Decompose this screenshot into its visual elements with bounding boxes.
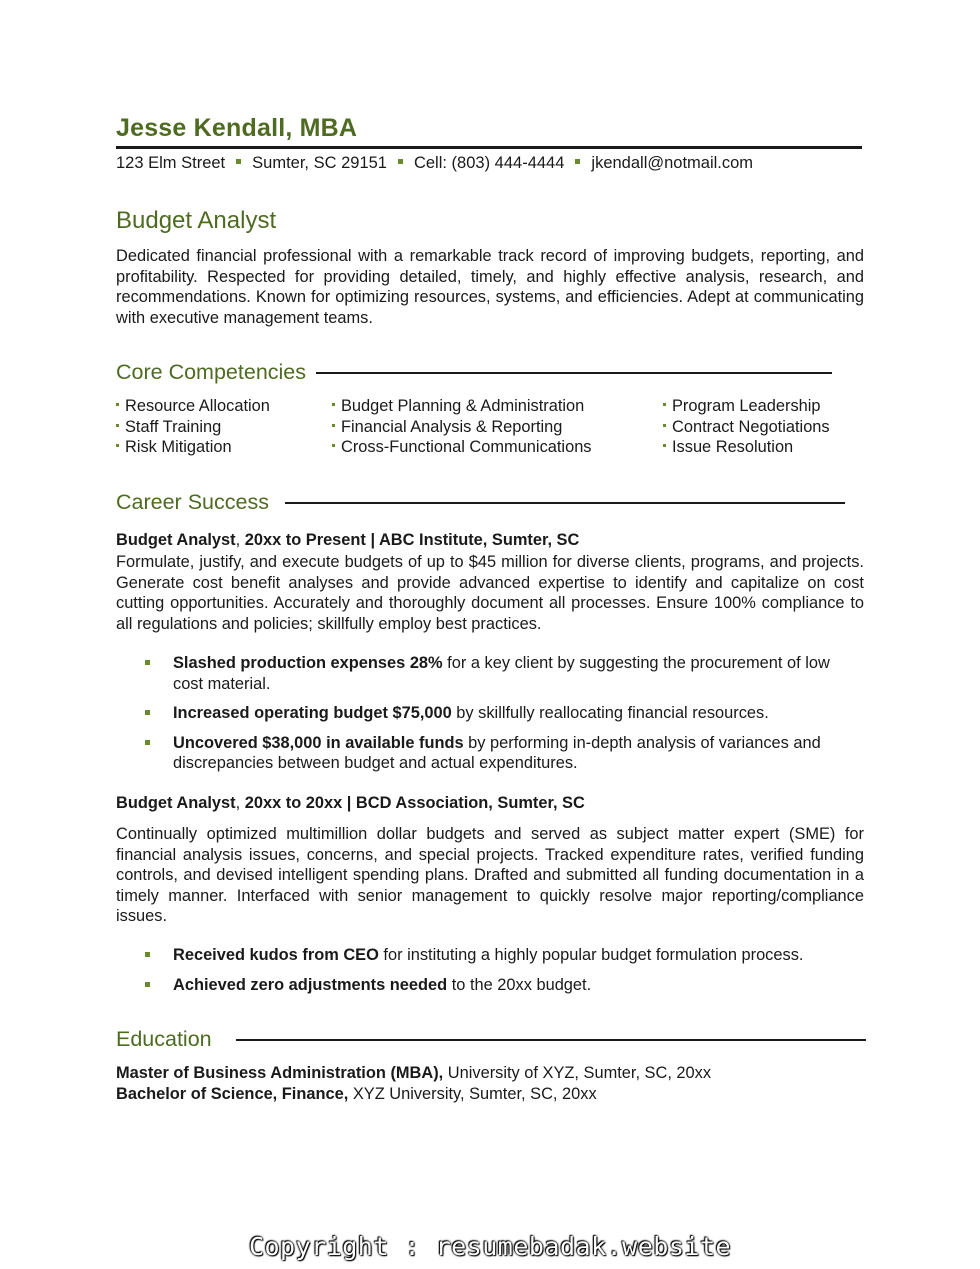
competency-column-1 [116,396,270,458]
job-heading-1 [116,531,579,550]
competency-item: Staff Training [116,417,270,438]
achievement-text: by skillfully reallocating financial resources. [451,704,769,722]
job-description-1: Formulate, justify, and execute budgets of up to $45 million for diverse clients, programs, and projects. Generate cost benefit analyses and provide advanced expertise to identify and capitalize on cost cutting opportunities. Accurately and thoroughly document all processes. Ensure 100% compliance to all regulations and policies; skillfully employ best practices. [116,553,864,633]
contact-city: Sumter, SC 29151 [252,154,387,172]
achievement-item [144,653,844,694]
education-heading-text: Education [116,1027,212,1051]
section-rule [316,372,832,374]
section-rule [236,1039,866,1041]
achievement-highlight: Received kudos from CEO [173,946,379,964]
achievement-highlight: Achieved zero adjustments needed [173,975,448,994]
summary-paragraph: Dedicated financial professional with a remarkable track record of improving budgets, reporting, and profitability. Respected for providing detailed, timely, and highly effective analysis, research, and recommendations. Known for optimizing resources, systems, and efficiencies. Adept at communicating with executive management teams. [116,247,864,327]
achievement-item [144,703,844,724]
achievements-list-1 [144,653,844,783]
name-divider [116,146,862,149]
achievement-item [144,733,844,774]
competency-column-3 [663,396,830,458]
achievement-highlight: Uncovered $38,000 in available funds [173,733,464,752]
competency-item: Issue Resolution [663,437,830,458]
career-heading [116,490,845,515]
career-heading-text: Career Success [116,490,269,514]
contact-separator [236,159,241,164]
competency-item: Resource Allocation [116,396,270,417]
section-rule [285,502,845,504]
contact-line [116,154,753,173]
contact-separator [398,159,403,164]
achievement-item [144,975,844,996]
contact-email: jkendall@notmail.com [591,154,754,172]
achievement-highlight: Increased operating budget $75,000 [173,704,452,722]
job-separator: , [235,794,245,812]
candidate-name: Jesse Kendall, MBA [116,114,358,142]
achievement-item [144,945,844,966]
job-title: Budget Analyst [116,207,277,234]
education-list [116,1063,711,1104]
job-role: Budget Analyst [116,531,236,549]
job-separator: , [235,531,245,549]
competency-column-2 [332,396,592,458]
degree-details: University of XYZ, Sumter, SC, 20xx [443,1064,712,1082]
competency-item: Contract Negotiations [663,417,830,438]
degree-details: XYZ University, Sumter, SC, 20xx [348,1084,597,1103]
achievement-text: by performing in-depth analysis of variances and discrepancies between budget and actual expenditures. [173,733,821,772]
competencies-heading-text: Core Competencies [116,360,307,384]
degree-name: Bachelor of Science, Finance, [116,1084,349,1103]
copyright-watermark: Copyright : resumebadak.website [248,1232,732,1261]
contact-separator [575,159,580,164]
contact-street: 123 Elm Street [116,154,226,172]
job-details: 20xx to Present | ABC Institute, Sumter, SC [244,531,580,549]
competency-item: Budget Planning & Administration [332,396,592,417]
achievements-list-2 [144,945,844,1004]
competency-item: Financial Analysis & Reporting [332,417,592,438]
education-entry [116,1063,711,1084]
competencies-heading [116,360,832,385]
job-role: Budget Analyst [116,794,236,812]
competency-item: Risk Mitigation [116,437,270,458]
contact-phone: Cell: (803) 444-4444 [413,154,565,172]
achievement-text: for instituting a highly popular budget formulation process. [378,946,804,964]
job-details: 20xx to 20xx | BCD Association, Sumter, SC [244,794,585,812]
achievement-text: for a key client by suggesting the procurement of low cost material. [173,654,830,693]
achievement-text: to the 20xx budget. [447,975,592,994]
job-description-2: Continually optimized multimillion dollar budgets and served as subject matter expert (SME) for financial analysis issues, concerns, and special projects. Tracked expenditure rates, verified funding controls, and devised intelligent spending plans. Drafted and submitted all funding documentation in a timely manner. Interfaced with senior management to quickly resolve major reporting/compliance issues. [116,825,864,925]
achievement-highlight: Slashed production expenses 28% [173,654,443,672]
competency-item: Cross-Functional Communications [332,437,592,458]
job-heading-2 [116,794,585,813]
education-entry [116,1084,711,1105]
education-heading [116,1027,866,1052]
degree-name: Master of Business Administration (MBA), [116,1064,444,1082]
competency-item: Program Leadership [663,396,830,417]
